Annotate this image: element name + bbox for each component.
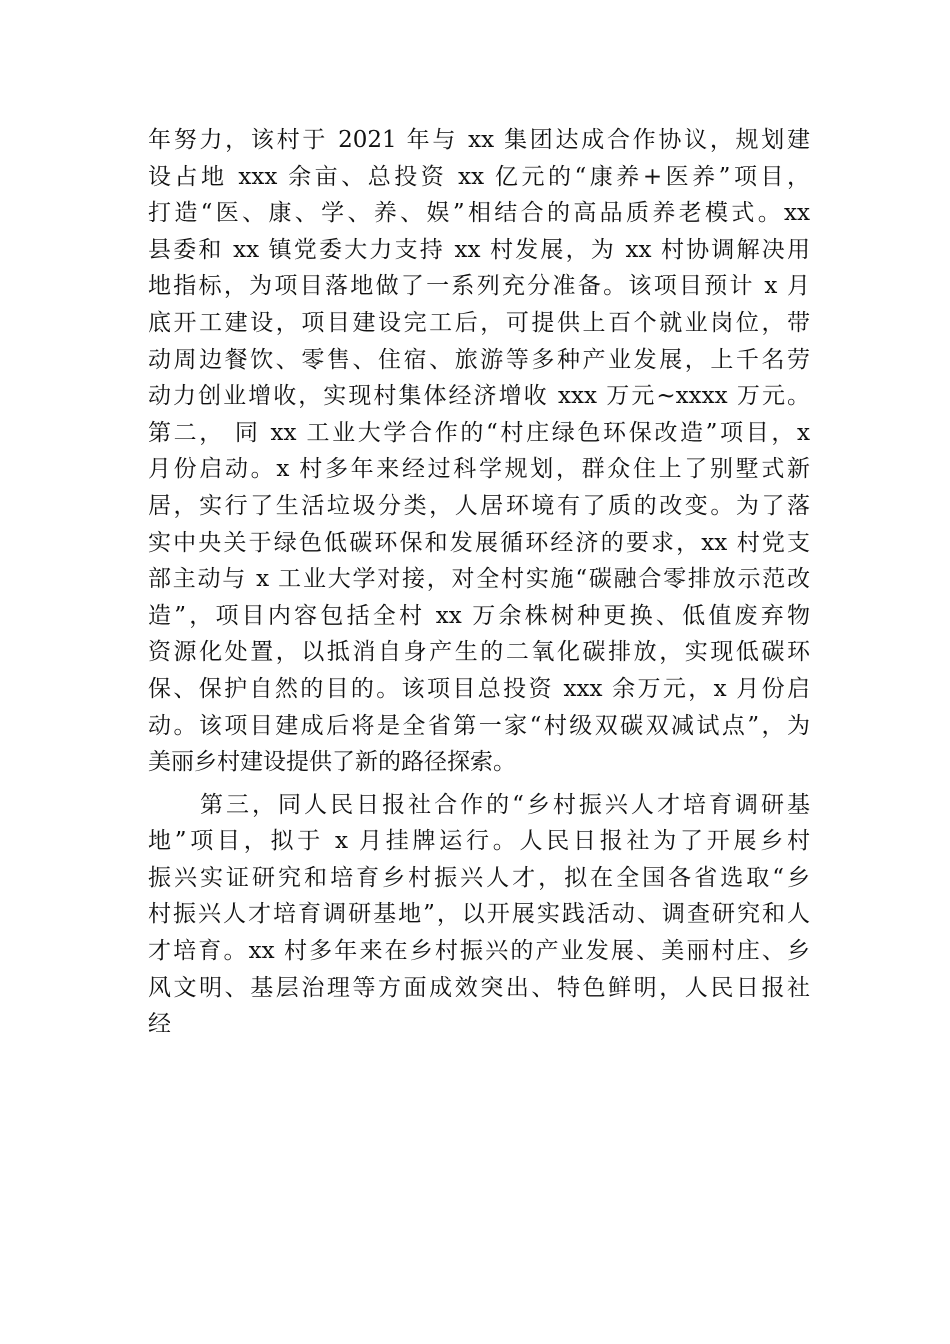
text-line: 实中央关于绿色低碳环保和发展循环经济的要求，xx 村党支 — [148, 529, 810, 556]
text-line: 经 — [148, 1011, 171, 1038]
text-line: 地指标，为项目落地做了一系列充分准备。该项目预计 x 月 — [148, 273, 810, 300]
text-line: 地”项目，拟于 x 月挂牌运行。人民日报社为了开展乡村 — [148, 828, 810, 855]
text-line: 动周边餐饮、零售、住宿、旅游等多种产业发展，上千名劳 — [148, 346, 810, 373]
text-line: 年努力，该村于 2021 年与 xx 集团达成合作协议，规划建 — [148, 127, 810, 153]
text-line: 县委和 xx 镇党委大力支持 xx 村发展，为 xx 村协调解决用 — [148, 236, 810, 263]
text-line: 保、保护自然的目的。该项目总投资 xxx 余万元，x 月份启 — [148, 675, 810, 702]
text-line: 打造“医、康、学、养、娱”相结合的高品质养老模式。xx — [148, 200, 810, 227]
text-line: 部主动与 x 工业大学对接，对全村实施“碳融合零排放示范改 — [148, 566, 810, 593]
text-line: 月份启动。x 村多年来经过科学规划，群众住上了别墅式新 — [148, 456, 810, 483]
text-line: 居，实行了生活垃圾分类，人居环境有了质的改变。为了落 — [148, 492, 810, 519]
text-line: 美丽乡村建设提供了新的路径探索。 — [148, 749, 516, 776]
text-line: 造”，项目内容包括全村 xx 万余株树种更换、低值废弃物 — [148, 602, 810, 629]
text-line: 村振兴人才培育调研基地”，以开展实践活动、调查研究和人 — [148, 901, 810, 928]
text-line: 才培育。xx 村多年来在乡村振兴的产业发展、美丽村庄、乡 — [148, 938, 810, 965]
text-line: 设占地 xxx 余亩、总投资 xx 亿元的“康养+医养”项目， — [148, 163, 810, 190]
text-line: 动。该项目建成后将是全省第一家“村级双碳双减试点”，为 — [148, 712, 810, 739]
text-line: 动力创业增收，实现村集体经济增收 xxx 万元~xxxx 万元。 — [148, 383, 810, 410]
text-line: 振兴实证研究和培育乡村振兴人才，拟在全国各省选取“乡 — [148, 864, 810, 891]
text-line: 资源化处置，以抵消自身产生的二氧化碳排放，实现低碳环 — [148, 639, 810, 666]
text-line: 第二， 同 xx 工业大学合作的“村庄绿色环保改造”项目，x — [148, 419, 810, 446]
document-body — [148, 122, 810, 1043]
text-line: 风文明、基层治理等方面成效突出、特色鲜明，人民日报社 — [148, 974, 810, 1001]
text-line: 底开工建设，项目建设完工后，可提供上百个就业岗位，带 — [148, 309, 810, 336]
text-line: 第三，同人民日报社合作的“乡村振兴人才培育调研基 — [148, 791, 810, 818]
